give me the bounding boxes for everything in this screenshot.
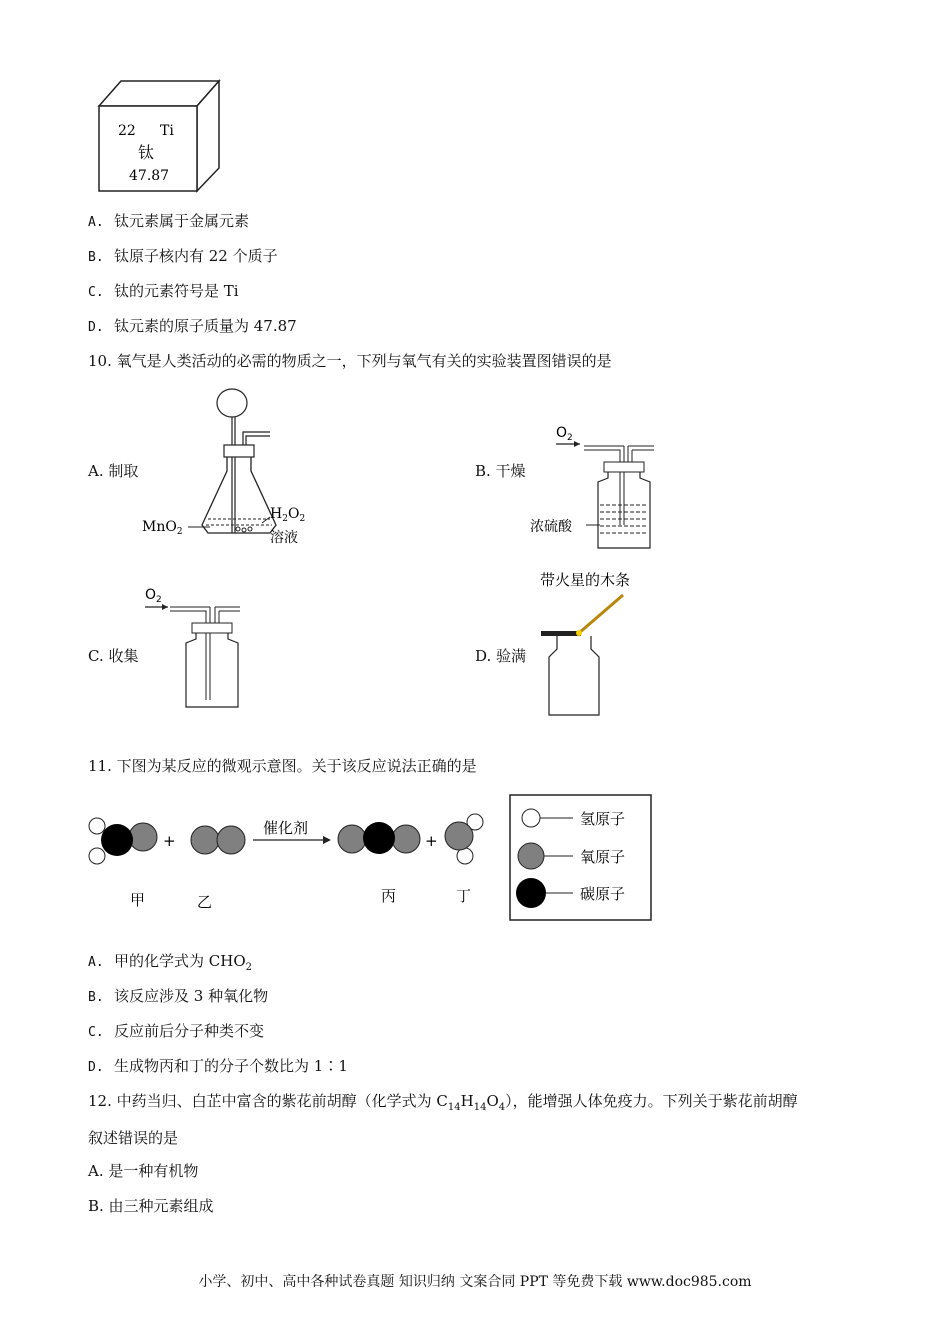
- element-number: 22: [118, 123, 136, 139]
- svg-text:O2: $O_2$: [145, 587, 162, 605]
- svg-text:H2O2: $H_2O_2$: [270, 506, 306, 524]
- q10-label-a: A. 制取: [88, 462, 139, 480]
- svg-text:丙: 丙: [381, 887, 397, 905]
- q12-stem: 12. 中药当归、白芷中富含的紫花前胡醇（化学式为 $C_{14}H_{14}O_4$），能增强人体免疫力。下列关于紫花前胡醇: [88, 1092, 798, 1113]
- q11-stem: 11. 下图为某反应的微观示意图。关于该反应说法正确的是: [88, 757, 477, 775]
- q10-label-c: C. 收集: [88, 647, 139, 665]
- svg-text:丁: 丁: [456, 887, 472, 905]
- q12-option-a: A. 是一种有机物: [88, 1162, 199, 1180]
- q9-option-d: D. 钛元素的原子质量为 47.87: [88, 317, 297, 335]
- element-mass: 47.87: [129, 168, 170, 184]
- q9-option-b: B. 钛原子核内有 22 个质子: [88, 247, 278, 265]
- svg-text:MnO2: MnO$_2$: [142, 519, 183, 537]
- q10-label-b: B. 干燥: [475, 462, 526, 480]
- svg-text:O2: $O_2$: [556, 425, 573, 443]
- q11-option-c: C. 反应前后分子种类不变: [88, 1022, 265, 1040]
- page-footer: 小学、初中、高中各种试卷真题 知识归纳 文案合同 PPT 等免费下载 www.doc985.com: [198, 1274, 752, 1290]
- svg-text:催化剂: 催化剂: [263, 819, 309, 837]
- element-symbol: Ti: [160, 123, 174, 139]
- q11-option-b: B. 该反应涉及 3 种氧化物: [88, 987, 269, 1005]
- q9-option-a: A. 钛元素属于金属元素: [88, 212, 250, 230]
- oxygen-collection-apparatus: [140, 585, 250, 713]
- q12-option-b: B. 由三种元素组成: [88, 1197, 214, 1215]
- svg-text:带火星的木条: 带火星的木条: [540, 571, 631, 589]
- reaction-micro-diagram: [85, 790, 655, 925]
- svg-text:氧原子: 氧原子: [580, 848, 626, 866]
- svg-text:+: +: [425, 832, 438, 850]
- oxygen-drying-apparatus: [528, 420, 668, 555]
- element-name: 钛: [138, 143, 155, 162]
- svg-text:浓硫酸: 浓硫酸: [530, 519, 572, 535]
- svg-text:乙: 乙: [197, 893, 213, 911]
- svg-text:碳原子: 碳原子: [580, 885, 626, 903]
- svg-text:氢原子: 氢原子: [580, 810, 626, 828]
- q9-option-c: C. 钛的元素符号是 Ti: [88, 282, 239, 300]
- oxygen-full-check-apparatus: [535, 565, 665, 720]
- q12-stem-line2: 叙述错误的是: [88, 1129, 179, 1147]
- q10-stem: 10. 氧气是人类活动的必需的物质之一，下列与氧气有关的实验装置图错误的是: [88, 352, 612, 370]
- svg-text:+: +: [163, 832, 176, 850]
- svg-text:溶液: 溶液: [270, 530, 298, 546]
- q11-option-a: A. 甲的化学式为 $CHO_2$: [88, 952, 252, 973]
- oxygen-generation-apparatus: [140, 385, 320, 550]
- q11-option-d: D. 生成物丙和丁的分子个数比为 1∶1: [88, 1057, 348, 1075]
- q10-label-d: D. 验满: [475, 647, 527, 665]
- titanium-element-card: [94, 76, 224, 196]
- svg-text:甲: 甲: [130, 891, 146, 909]
